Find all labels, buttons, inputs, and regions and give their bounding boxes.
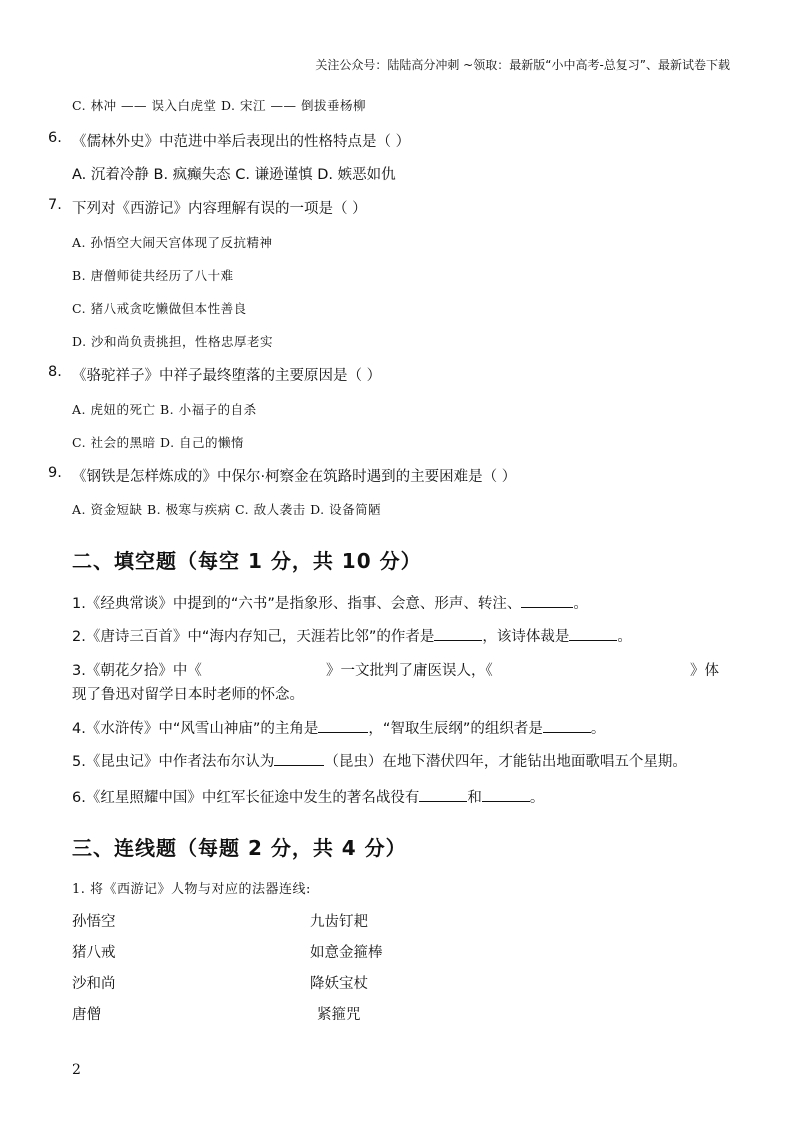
fill-4-text-b: ，“智取生辰纲”的组织者是 [368,721,543,737]
fill-1-end: 。 [573,596,588,612]
fill-1 [72,592,588,613]
fill-2 [72,625,632,646]
fill-1-blank[interactable] [521,593,573,609]
match-right-item[interactable]: 降妖宝杖 [310,976,368,992]
q6-stem: 《儒林外史》中范进中举后表现出的性格特点是（ ） [72,134,411,150]
fill-2-blank-genre[interactable] [569,626,617,642]
fill-6-end: 。 [529,790,545,806]
fill-4-end: 。 [590,721,606,737]
fill-2-text-b: ，该诗体裁是 [482,629,570,645]
fill-6-text-b: 和 [467,790,482,806]
section-2-title: 二、填空题（每空 1 分，共 10 分） [72,549,422,573]
fill-5-text-a: 5.《昆虫记》中作者法布尔认为 [72,754,275,770]
fill-6-blank-1[interactable] [419,787,467,803]
q7-option-c: C. 猪八戒贪吃懒做但本性善良 [72,301,247,316]
q6-number: 6. [48,130,62,146]
match-right-item[interactable]: 紧箍咒 [317,1007,361,1023]
q9-number: 9. [48,465,62,481]
match-right-item[interactable]: 如意金箍棒 [310,945,383,961]
q9-options: A. 资金短缺 B. 极寒与疾病 C. 敌人袭击 D. 设备简陋 [72,502,382,517]
fill-2-end: 。 [617,629,632,645]
fill-4-text-a: 4.《水浒传》中“风雪山神庙”的主角是 [72,721,319,737]
q7-option-b: B. 唐僧师徒共经历了八十难 [72,268,234,283]
fill-5-text-b: （昆虫）在地下潜伏四年，才能钻出地面歌唱五个星期。 [324,754,687,770]
q7-option-d: D. 沙和尚负责挑担，性格忠厚老实 [72,334,274,349]
fill-4-blank-hero[interactable] [318,718,368,734]
fill-4-blank-organizer[interactable] [543,718,591,734]
q9-stem: 《钢铁是怎样炼成的》中保尔·柯察金在筑路时遇到的主要困难是（ ） [72,469,517,485]
fill-2-blank-author[interactable] [434,626,482,642]
q7-option-a: A. 孙悟空大闹天宫体现了反抗精神 [72,235,273,250]
match-left-item[interactable]: 孙悟空 [72,914,116,930]
q8-number: 8. [48,364,62,380]
q7-stem: 下列对《西游记》内容理解有误的一项是（ ） [72,201,367,217]
page-number: 2 [72,1062,81,1078]
fill-4 [72,717,605,738]
match-left-item[interactable]: 猪八戒 [72,945,116,961]
q5-options-cd: C. 林冲 —— 误入白虎堂 D. 宋江 —— 倒拔垂杨柳 [72,98,366,113]
fill-2-text-a: 2.《唐诗三百首》中“海内存知己，天涯若比邻”的作者是 [72,629,435,645]
matching-prompt: 1. 将《西游记》人物与对应的法器连线: [72,882,311,897]
fill-1-text: 1.《经典常谈》中提到的“六书”是指象形、指事、会意、形声、转注、 [72,596,522,612]
match-left-item[interactable]: 唐僧 [72,1007,101,1023]
match-left-item[interactable]: 沙和尚 [72,976,116,992]
q6-options: A. 沉着冷静 B. 疯癫失态 C. 谦逊谨慎 D. 嫉恶如仇 [72,167,396,183]
q7-number: 7. [48,197,62,213]
fill-6 [72,786,544,807]
fill-5 [72,750,687,771]
fill-5-blank-insect[interactable] [274,751,324,767]
fill-3-part3: 》体 [690,663,719,679]
match-right-item[interactable]: 九齿钉耙 [310,914,368,930]
q8-stem: 《骆驼祥子》中祥子最终堕落的主要原因是（ ） [72,368,382,384]
fill-3-part1: 3.《朝花夕拾》中《 [72,663,202,679]
page-header: 关注公众号：陆陆高分冲刺 ~领取：最新版“小中高考-总复习”、最新试卷下载 [315,58,730,72]
fill-6-text-a: 6.《红星照耀中国》中红军长征途中发生的著名战役有 [72,790,420,806]
q8-options-ab: A. 虎妞的死亡 B. 小福子的自杀 [72,402,257,417]
fill-6-blank-2[interactable] [482,787,530,803]
fill-3-line2: 现了鲁迅对留学日本时老师的怀念。 [72,687,304,703]
q8-options-cd: C. 社会的黑暗 D. 自己的懒惰 [72,435,245,450]
section-3-title: 三、连线题（每题 2 分，共 4 分） [72,836,407,860]
fill-3-part2: 》一文批判了庸医误人，《 [326,663,493,679]
